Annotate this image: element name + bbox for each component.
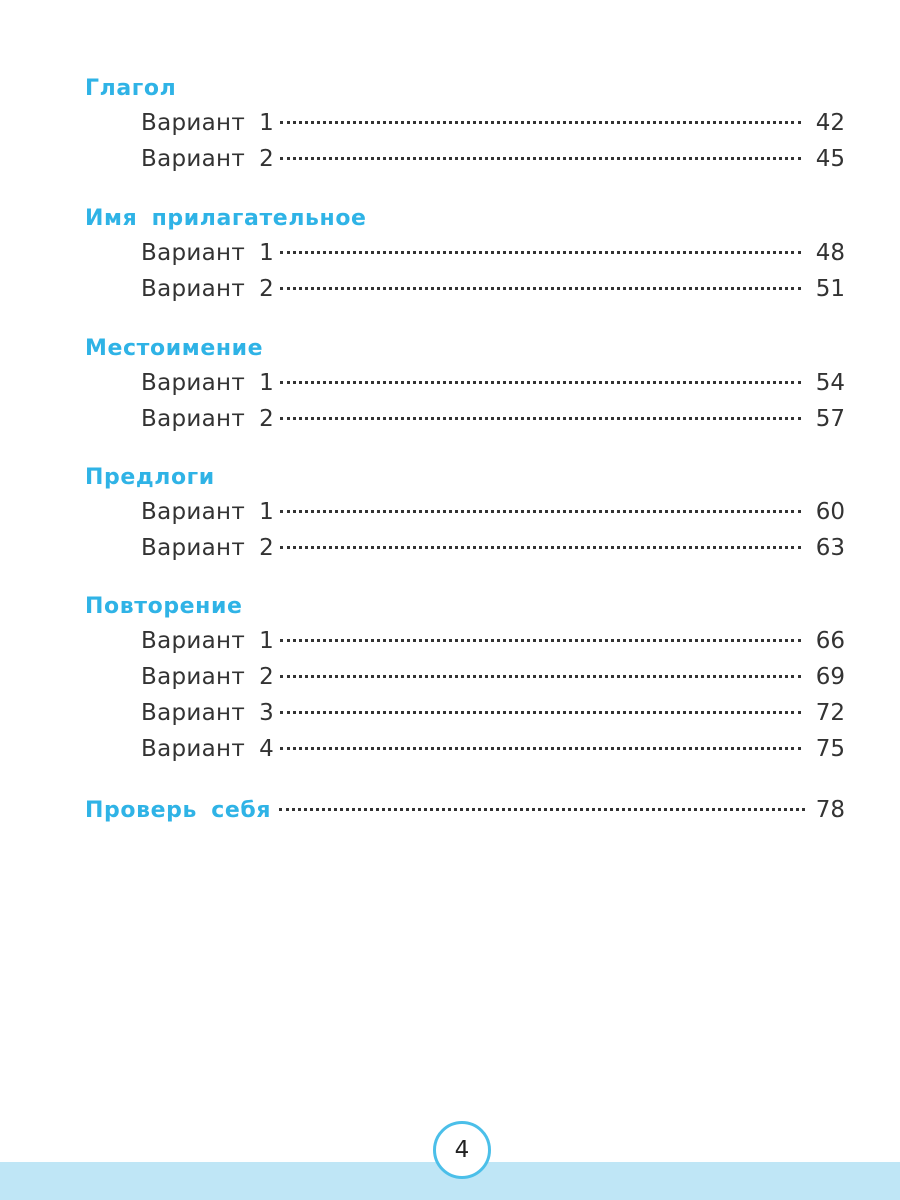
toc-row[interactable] bbox=[85, 235, 845, 271]
section-adjective bbox=[85, 203, 845, 307]
row-page-number: 42 bbox=[815, 110, 845, 136]
row-variant-number: 1 bbox=[259, 628, 274, 654]
toc-row[interactable] bbox=[85, 401, 845, 437]
row-page-number: 48 bbox=[815, 240, 845, 266]
row-page-number: 45 bbox=[815, 146, 845, 172]
dot-leader bbox=[280, 675, 801, 678]
dot-leader bbox=[280, 121, 801, 124]
row-page-number: 60 bbox=[815, 499, 845, 525]
row-label: Вариант bbox=[141, 406, 246, 432]
row-variant-number: 3 bbox=[259, 700, 274, 726]
row-label: Вариант bbox=[141, 736, 246, 762]
dot-leader bbox=[280, 417, 801, 420]
section-prepositions bbox=[85, 462, 845, 566]
row-label: Вариант bbox=[141, 700, 246, 726]
dot-leader bbox=[280, 287, 801, 290]
dot-leader bbox=[280, 639, 801, 642]
row-label: Вариант bbox=[141, 146, 246, 172]
row-page-number: 51 bbox=[815, 276, 845, 302]
toc-row[interactable] bbox=[85, 623, 845, 659]
row-label: Вариант bbox=[141, 110, 246, 136]
dot-leader bbox=[280, 157, 801, 160]
dot-leader bbox=[280, 251, 801, 254]
dot-leader bbox=[280, 747, 801, 750]
row-page-number: 66 bbox=[815, 628, 845, 654]
row-page-number: 72 bbox=[815, 700, 845, 726]
row-label: Вариант bbox=[141, 370, 246, 396]
row-variant-number: 2 bbox=[259, 406, 274, 432]
toc-row[interactable] bbox=[85, 494, 845, 530]
row-label: Вариант bbox=[141, 664, 246, 690]
row-variant-number: 4 bbox=[259, 736, 274, 762]
toc-row-check-yourself[interactable] bbox=[85, 792, 845, 828]
row-label: Вариант bbox=[141, 276, 246, 302]
row-page-number: 63 bbox=[815, 535, 845, 561]
row-variant-number: 2 bbox=[259, 146, 274, 172]
section-title: Проверь себя bbox=[85, 798, 272, 823]
toc-row[interactable] bbox=[85, 659, 845, 695]
toc-row[interactable] bbox=[85, 365, 845, 401]
toc-row[interactable] bbox=[85, 695, 845, 731]
row-page-number: 57 bbox=[815, 406, 845, 432]
section-review bbox=[85, 591, 845, 767]
toc-row[interactable] bbox=[85, 271, 845, 307]
row-variant-number: 1 bbox=[259, 110, 274, 136]
dot-leader bbox=[279, 808, 805, 811]
row-page-number: 54 bbox=[815, 370, 845, 396]
section-check-yourself bbox=[85, 792, 845, 828]
row-label: Вариант bbox=[141, 499, 246, 525]
row-page-number: 75 bbox=[815, 736, 845, 762]
section-title: Повторение bbox=[85, 594, 243, 619]
toc-row[interactable] bbox=[85, 731, 845, 767]
row-label: Вариант bbox=[141, 535, 246, 561]
section-pronoun bbox=[85, 333, 845, 437]
row-variant-number: 1 bbox=[259, 370, 274, 396]
dot-leader bbox=[280, 381, 801, 384]
dot-leader bbox=[280, 711, 801, 714]
row-variant-number: 2 bbox=[259, 276, 274, 302]
section-title: Местоимение bbox=[85, 336, 264, 361]
row-label: Вариант bbox=[141, 240, 246, 266]
section-title: Глагол bbox=[85, 76, 177, 101]
section-title: Имя прилагательное bbox=[85, 206, 367, 231]
row-variant-number: 2 bbox=[259, 664, 274, 690]
toc-row[interactable] bbox=[85, 141, 845, 177]
section-glagol bbox=[85, 73, 845, 177]
dot-leader bbox=[280, 510, 801, 513]
row-variant-number: 1 bbox=[259, 499, 274, 525]
toc-row[interactable] bbox=[85, 530, 845, 566]
row-page-number: 69 bbox=[815, 664, 845, 690]
row-label: Вариант bbox=[141, 628, 246, 654]
row-variant-number: 2 bbox=[259, 535, 274, 561]
row-variant-number: 1 bbox=[259, 240, 274, 266]
toc-row[interactable] bbox=[85, 105, 845, 141]
row-page-number: 78 bbox=[815, 797, 845, 823]
section-title: Предлоги bbox=[85, 465, 215, 490]
page-number-badge: 4 bbox=[433, 1121, 491, 1179]
dot-leader bbox=[280, 546, 801, 549]
